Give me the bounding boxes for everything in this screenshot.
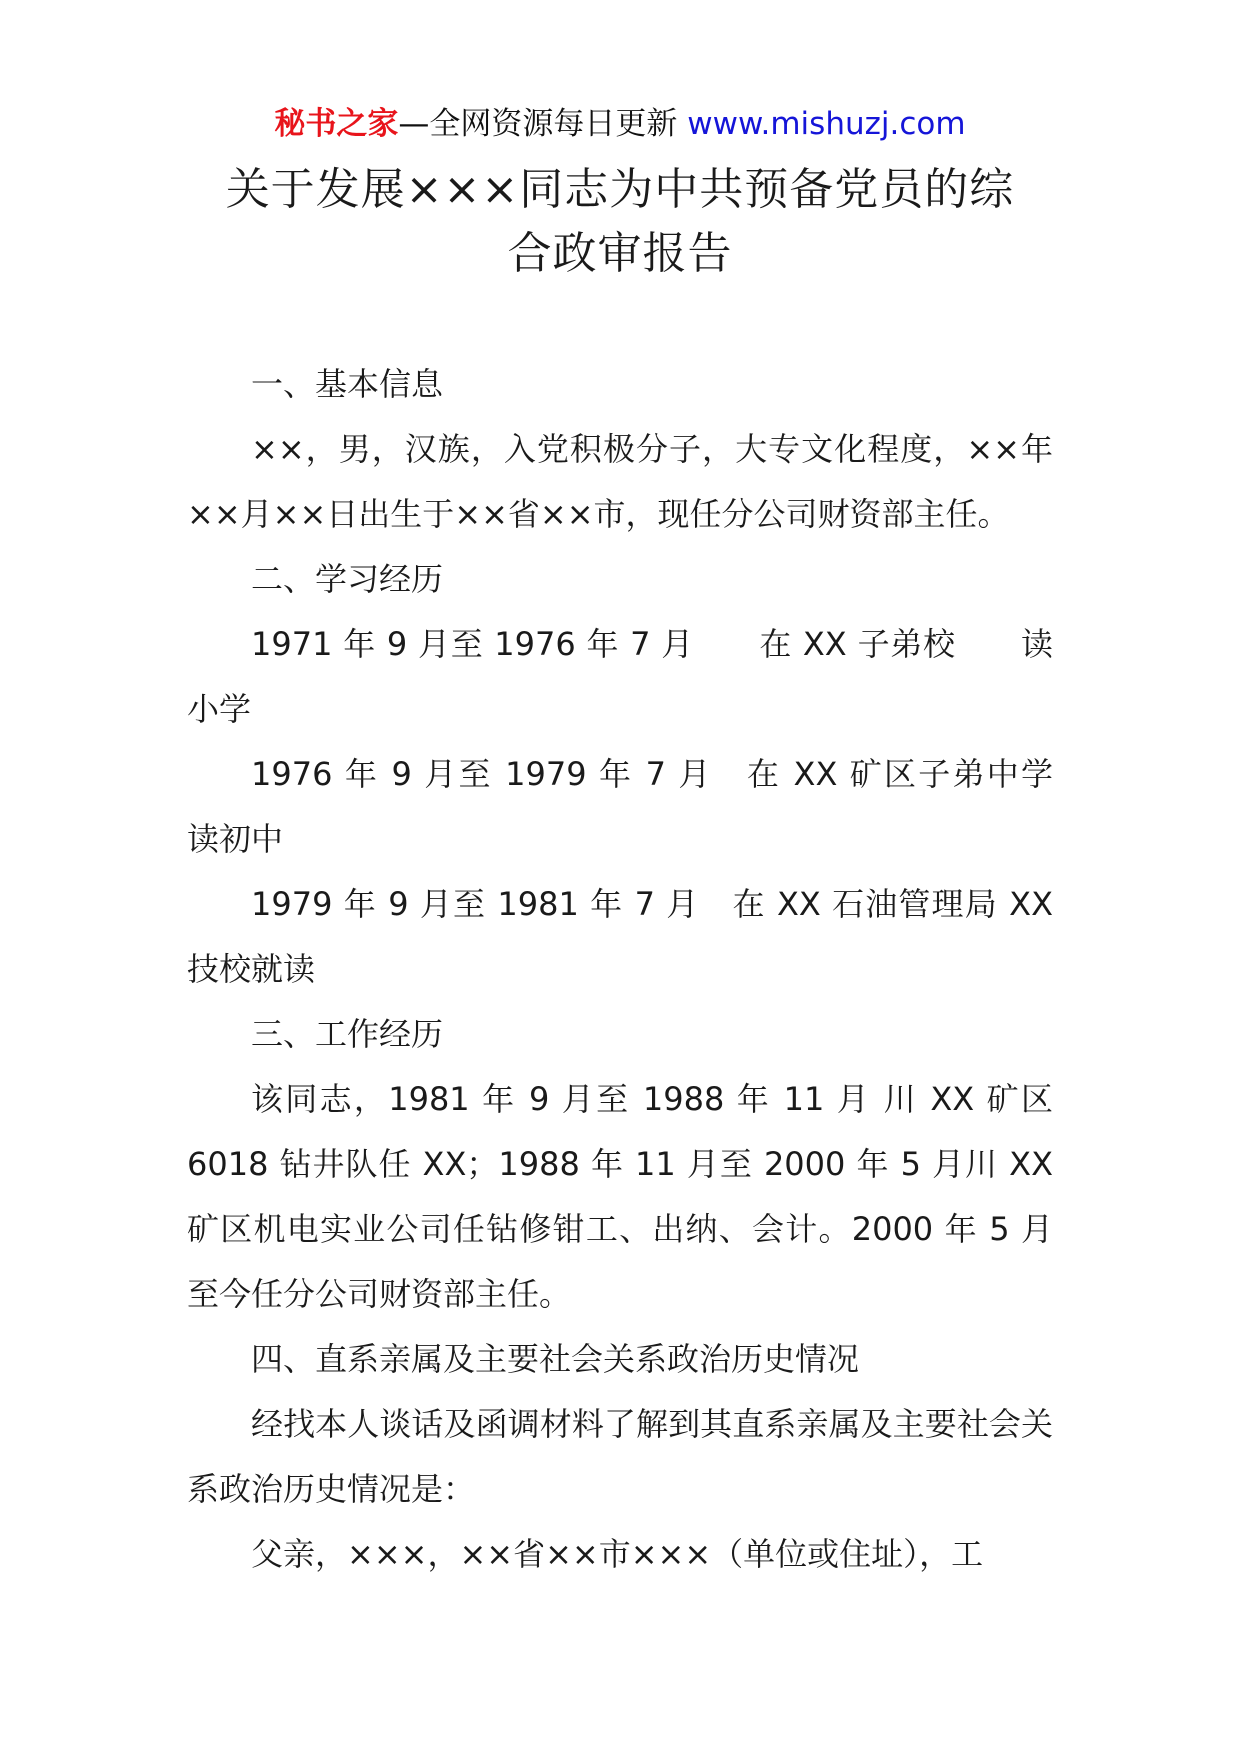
paragraph-education-3: 1979 年 9 月至 1981 年 7 月 在 XX 石油管理局 XX 技校就读 (187, 885, 1053, 988)
document-body (187, 352, 1118, 1587)
banner-tagline: —全网资源每日更新 (398, 106, 678, 142)
title-line-1: 关于发展×××同志为中共预备党员的综 (225, 164, 1015, 215)
paragraph-basic-info: ××，男，汉族，入党积极分子，大专文化程度，××年××月××日出生于××省××市，现任分公司财资部主任。 (187, 430, 1053, 533)
title-line-2: 合政审报告 (507, 228, 733, 279)
paragraph-father: 父亲，×××，××省××市×××（单位或住址），工 (251, 1535, 984, 1573)
section-heading-relatives: 四、直系亲属及主要社会关系政治历史情况 (251, 1340, 860, 1378)
banner-brand: 秘书之家 (274, 106, 399, 142)
paragraph-education-1: 1971 年 9 月至 1976 年 7 月 在 XX 子弟校 读小学 (187, 625, 1053, 728)
section-heading-education: 二、学习经历 (251, 560, 444, 598)
banner-url-link[interactable]: www.mishuzj.com (687, 106, 966, 142)
paragraph-relatives-intro: 经找本人谈话及函调材料了解到其直系亲属及主要社会关系政治历史情况是： (187, 1405, 1053, 1508)
section-heading-work: 三、工作经历 (251, 1015, 444, 1053)
paragraph-education-2: 1976 年 9 月至 1979 年 7 月 在 XX 矿区子弟中学 读初中 (187, 755, 1118, 858)
section-heading-basic-info: 一、基本信息 (251, 365, 444, 403)
paragraph-work: 该同志，1981 年 9 月至 1988 年 11 月 川 XX 矿区 6018 钻井队任 XX；1988 年 11 月至 2000 年 5 月川 XX 矿区机电实业公司任钻修钳工、出纳、会计。2000 年 5 月至今任分公司财资部主任。 (187, 1080, 1053, 1313)
site-banner (0, 102, 1240, 146)
document-title (160, 158, 1080, 286)
